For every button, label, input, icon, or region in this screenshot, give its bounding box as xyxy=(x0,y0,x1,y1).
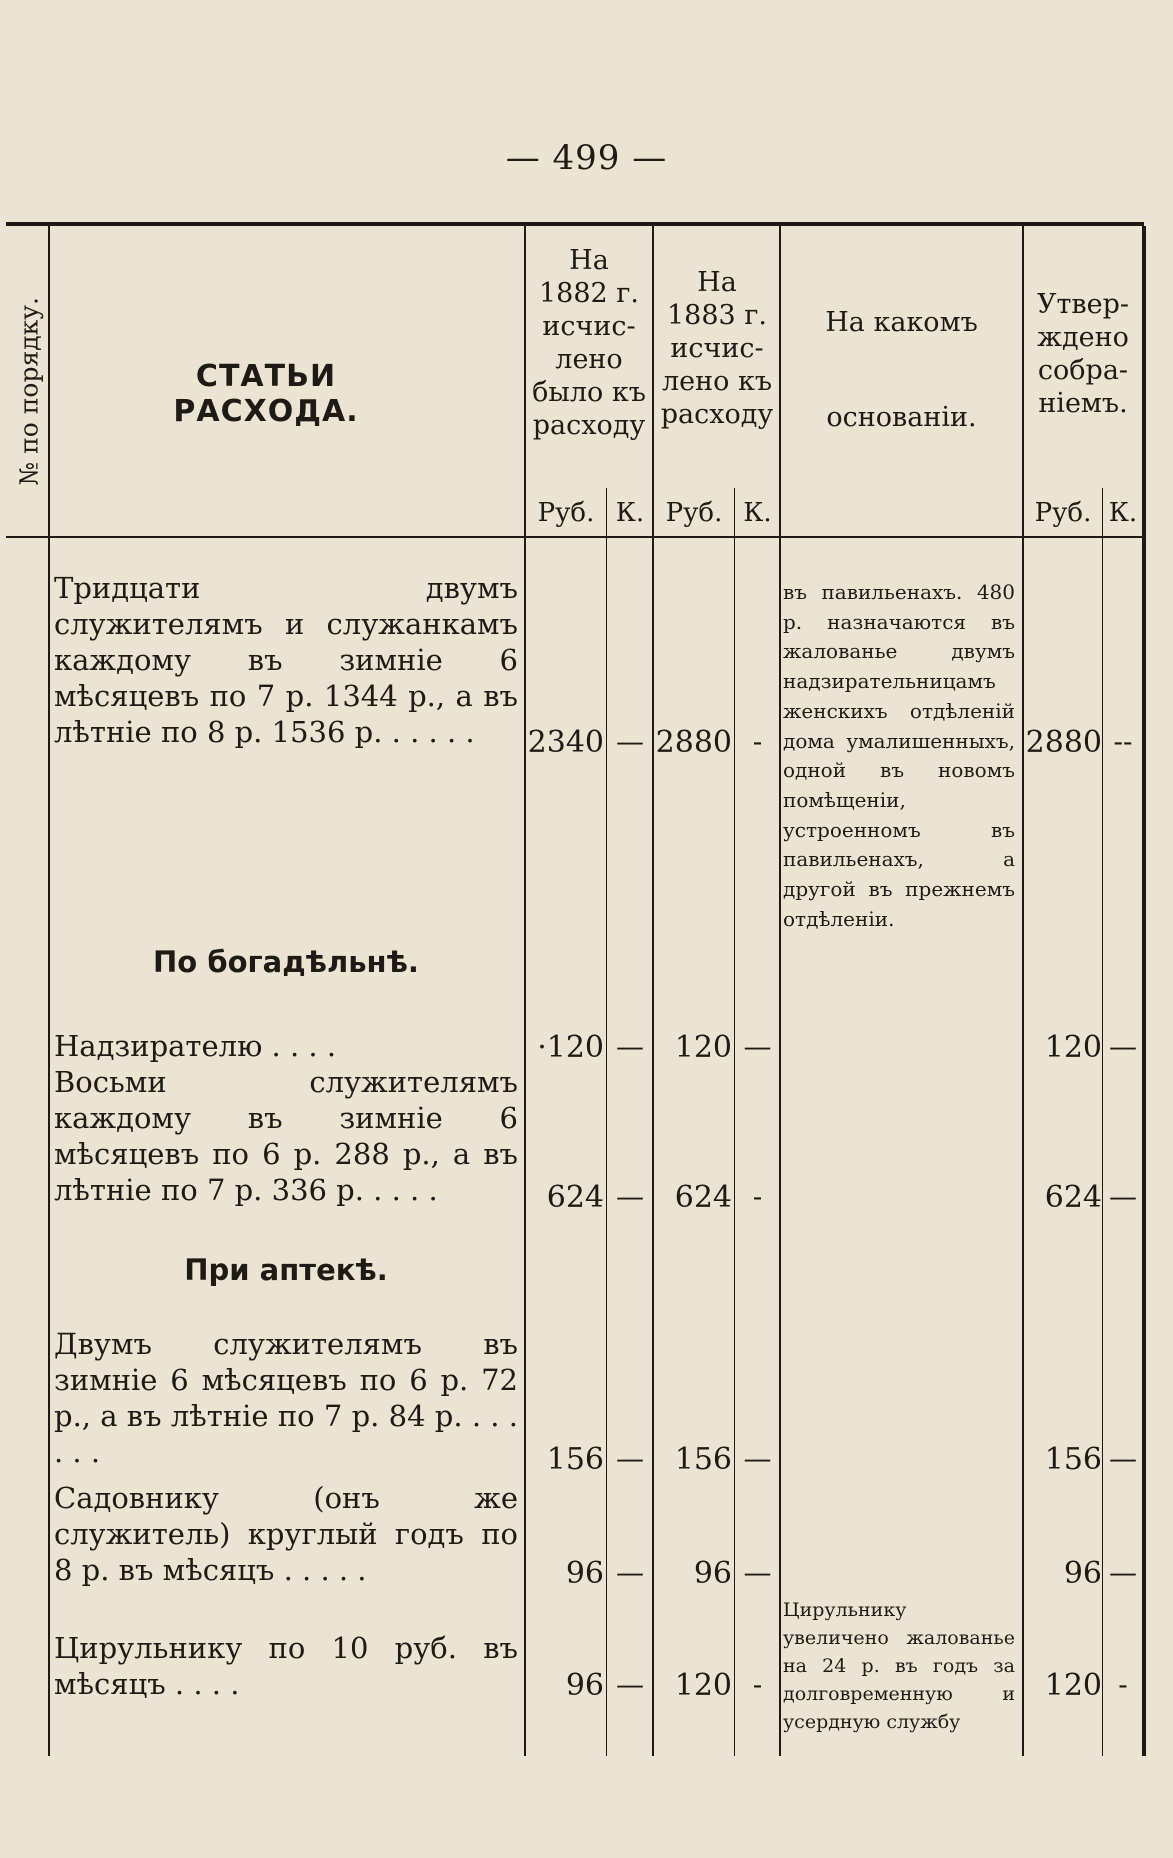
row-item-text: Цирульнику по 10 руб. въ мѣсяцъ . . . . xyxy=(54,1631,518,1701)
kop-1883: - xyxy=(752,725,763,758)
col-divider xyxy=(1142,226,1146,1756)
kop-approved: — xyxy=(1109,1030,1137,1063)
col-divider xyxy=(652,226,654,1756)
col-divider xyxy=(1022,226,1024,1756)
header-1882-line: лено xyxy=(555,344,623,375)
col-divider xyxy=(1102,488,1103,1756)
value-1882: 96 xyxy=(565,1556,604,1591)
header-1883-line: лено къ xyxy=(661,366,773,397)
header-1882 xyxy=(526,244,652,442)
kop-1882: — xyxy=(616,1442,644,1475)
row-item-text: Надзирателю . . . . xyxy=(54,1029,337,1063)
header-rule xyxy=(6,536,1144,538)
section-almshouse: По богадѣльнѣ. xyxy=(153,945,419,979)
unit-rub-approved: Руб. xyxy=(1034,498,1092,528)
value-1883: 624 xyxy=(674,1180,732,1215)
value-1882: 156 xyxy=(546,1442,604,1477)
unit-rub-1883: Руб. xyxy=(665,498,723,528)
value-1882: 96 xyxy=(565,1668,604,1703)
col-divider xyxy=(606,488,607,1756)
kop-approved: — xyxy=(1109,1442,1137,1475)
value-approved: 624 xyxy=(1044,1180,1102,1215)
col-divider xyxy=(779,226,781,1756)
order-column-header: № по порядку. xyxy=(14,297,44,486)
kop-approved: — xyxy=(1109,1556,1137,1589)
unit-kop-approved: К. xyxy=(1108,498,1138,528)
header-basis-top: На какомъ xyxy=(825,307,978,338)
kop-1883: - xyxy=(752,1180,763,1213)
col-divider xyxy=(48,226,50,1756)
kop-1882: — xyxy=(616,1180,644,1213)
value-1883: 96 xyxy=(693,1556,732,1591)
value-approved: 120 xyxy=(1044,1030,1102,1065)
unit-kop-1883: К. xyxy=(743,498,772,528)
kop-1883: — xyxy=(743,1556,772,1589)
kop-1882: — xyxy=(616,725,644,758)
section-pharmacy: При аптекѣ. xyxy=(184,1253,388,1287)
value-approved: 156 xyxy=(1044,1442,1102,1477)
header-approved-line: собра- xyxy=(1037,355,1129,386)
kop-1883: — xyxy=(743,1030,772,1063)
header-1883-line: исчис- xyxy=(670,333,764,364)
row-item-text: Садовнику (онъ же служитель) круглый годъ по 8 р. въ мѣсяцъ . . . . . xyxy=(54,1481,518,1587)
kop-1883: - xyxy=(752,1668,763,1701)
kop-1883: — xyxy=(743,1442,772,1475)
value-approved: 2880 xyxy=(1025,725,1102,760)
value-1883: 2880 xyxy=(655,725,732,760)
kop-1882: — xyxy=(616,1668,644,1701)
value-1882: 2340 xyxy=(527,725,604,760)
kop-approved: — xyxy=(1109,1180,1137,1213)
value-1883: 120 xyxy=(674,1668,732,1703)
basis-note: въ павильенахъ. 480 р. назначаются въ жалованье двумъ надзирательницамъ женскихъ отдѣленій дома умалишенныхъ, одной въ новомъ помѣщеніи, устроенномъ въ павильенахъ, а другой въ прежнемъ отдѣленіи. xyxy=(783,580,1015,931)
header-approved xyxy=(1024,288,1142,420)
barber-note: Цирульнику увеличено жалованье на 24 р. въ годъ за долговременную и усердную службу xyxy=(783,1599,1015,1733)
header-1882-line: исчис- xyxy=(542,311,636,342)
value-1882: ·120 xyxy=(537,1030,604,1065)
value-1882: 624 xyxy=(546,1180,604,1215)
header-1882-line: расходу xyxy=(532,410,646,441)
header-basis-bottom: основаніи. xyxy=(826,402,977,433)
value-1883: 120 xyxy=(674,1030,732,1065)
row-item-text: Двумъ служителямъ въ зимніе 6 мѣсяцевъ по 6 р. 72 р., а въ лѣтніе по 7 р. 84 р. . . . . . . xyxy=(54,1327,518,1469)
row-item-text: Восьми служителямъ каждому въ зимніе 6 мѣсяцевъ по 6 р. 288 р., а въ лѣтніе по 7 р. 336 р. . . . . xyxy=(54,1065,518,1207)
unit-kop-1882: К. xyxy=(615,498,645,528)
kop-1882: — xyxy=(616,1030,644,1063)
header-1883-line: 1883 г. xyxy=(666,300,768,331)
kop-1882: — xyxy=(616,1556,644,1589)
header-approved-line: ждено xyxy=(1037,322,1129,353)
header-approved-line: ніемъ. xyxy=(1038,388,1128,419)
header-1882-line: На xyxy=(569,245,609,276)
col-divider xyxy=(734,488,735,1756)
value-1883: 156 xyxy=(674,1442,732,1477)
kop-approved: - xyxy=(1118,1668,1128,1701)
value-approved: 96 xyxy=(1063,1556,1102,1591)
header-1883-line: На xyxy=(697,267,737,298)
value-approved: 120 xyxy=(1044,1668,1102,1703)
header-approved-line: Утвер- xyxy=(1036,289,1130,320)
col-divider xyxy=(524,226,526,1756)
expense-title-header: СТАТЬИ РАСХОДА. xyxy=(173,359,359,429)
kop-approved: -- xyxy=(1113,725,1133,758)
header-1882-line: было къ xyxy=(532,377,646,408)
header-basis xyxy=(781,306,1022,434)
header-1883-line: расходу xyxy=(660,399,774,430)
row-item-text: Тридцати двумъ служителямъ и служанкамъ каждому въ зимніе 6 мѣсяцевъ по 7 р. 1344 р., а въ лѣтніе по 8 р. 1536 р. . . . . . xyxy=(54,571,518,749)
header-1882-line: 1882 г. xyxy=(538,278,640,309)
page-number: — 499 — xyxy=(505,138,668,178)
unit-rub-1882: Руб. xyxy=(537,498,595,528)
header-1883 xyxy=(654,266,780,431)
